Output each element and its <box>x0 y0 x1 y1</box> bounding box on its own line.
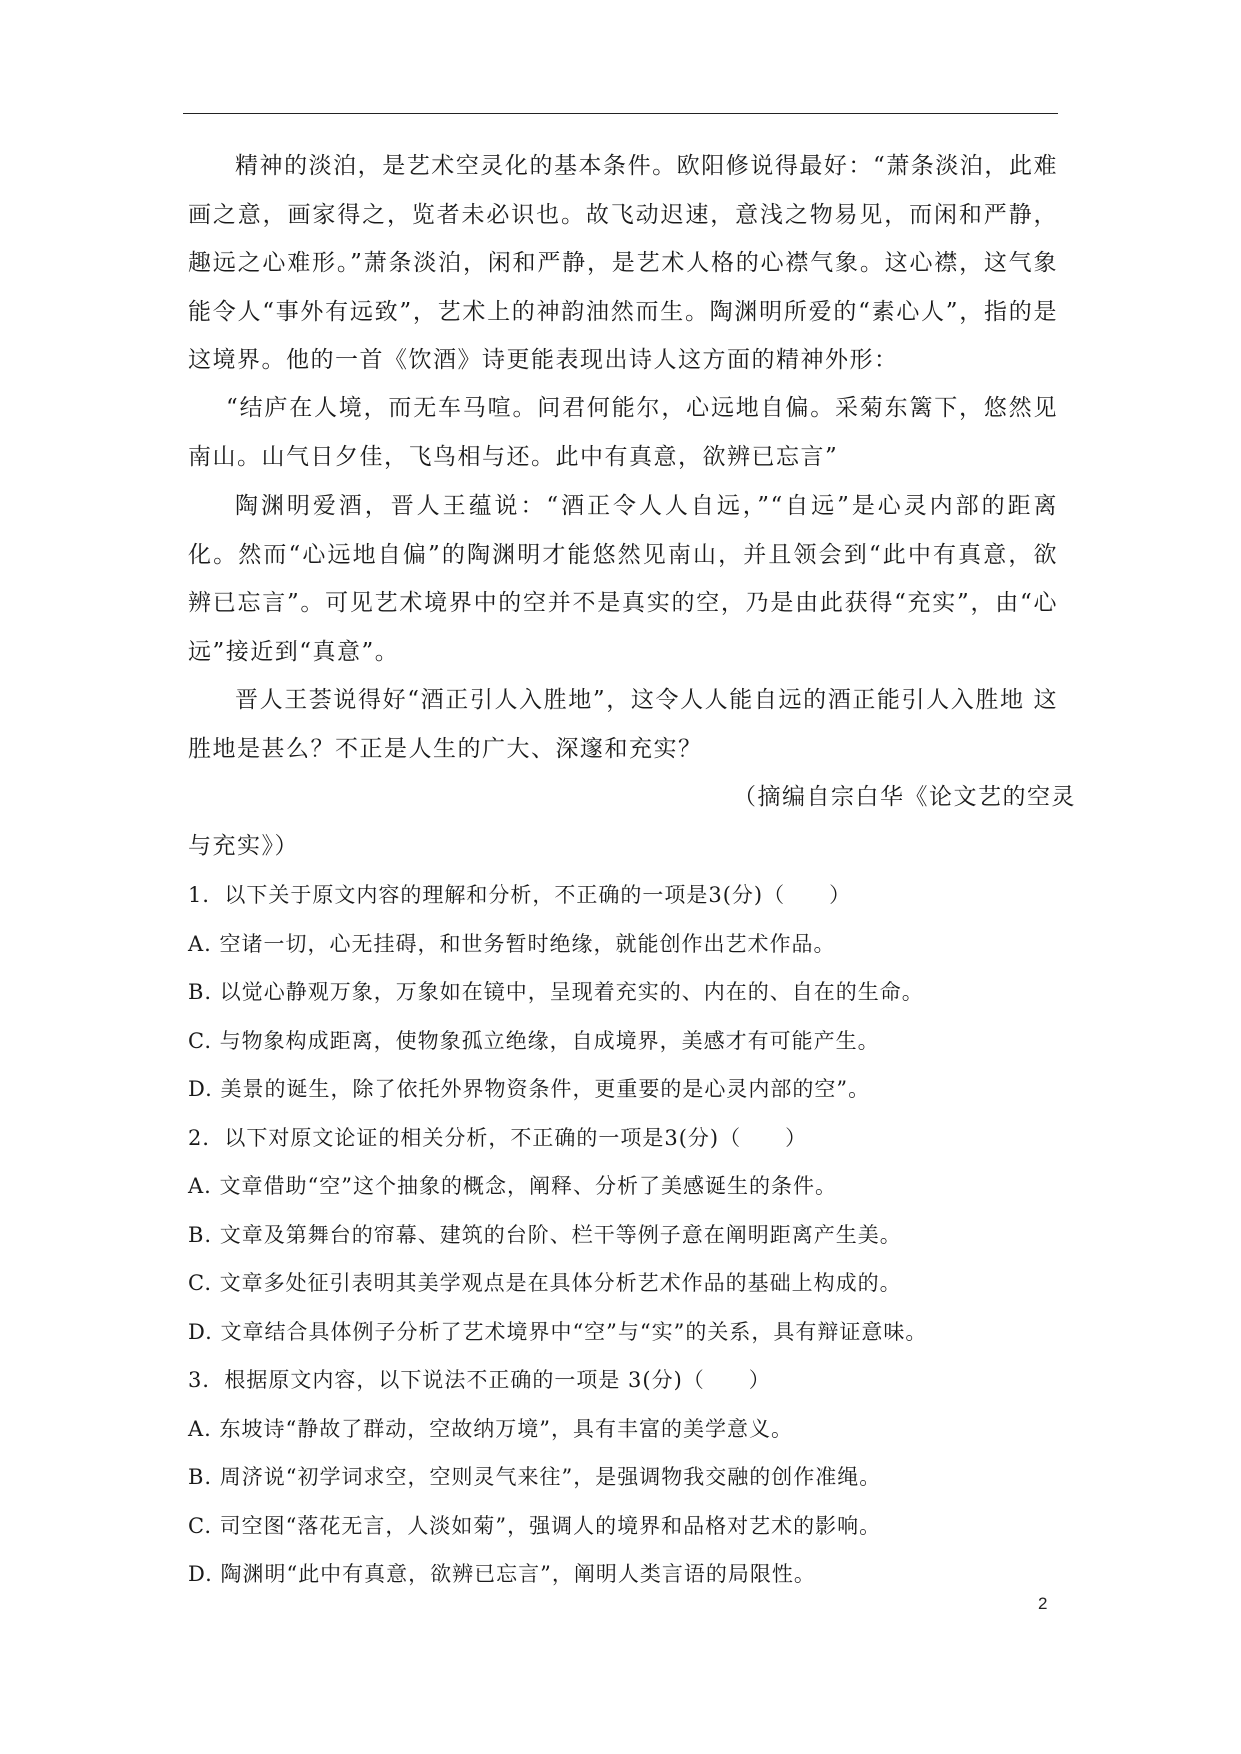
question-1-option-b: B. 以觉心静观万象，万象如在镜中，呈现着充实的、内在的、自在的生命。 <box>188 980 924 1004</box>
header-rule <box>183 113 1058 114</box>
page-number: 2 <box>1038 1594 1048 1613</box>
question-1-stem: 1．以下关于原文内容的理解和分析，不正确的一项是3(分)（ ） <box>188 883 852 907</box>
source-citation <box>188 773 1076 870</box>
source-citation-line1: （摘编自宗白华《论文艺的空灵 <box>733 784 1076 810</box>
question-2-stem: 2．以下对原文论证的相关分析，不正确的一项是3(分)（ ） <box>188 1126 808 1150</box>
question-3-option-b: B. 周济说“初学词求空，空则灵气来往”，是强调物我交融的创作准绳。 <box>188 1465 882 1489</box>
question-2-option-a: A. 文章借助“空”这个抽象的概念，阐释、分析了美感诞生的条件。 <box>188 1174 837 1198</box>
poem-quote-paragraph: “结庐在人境，而无车马喧。问君何能尔，心远地自偏。采菊东篱下，悠然见南山。山气日夕佳，飞鸟相与还。此中有真意，欲辨已忘言” <box>188 395 1058 470</box>
question-1-option-d: D. 美景的诞生，除了依托外界物资条件，更重要的是心灵内部的空”。 <box>188 1077 871 1101</box>
question-3-option-a: A. 东坡诗“静故了群动，空故纳万境”，具有丰富的美学意义。 <box>188 1417 793 1441</box>
passage-paragraph-3: 陶渊明爱酒，晋人王蕴说：“酒正令人人自远，”“自远”是心灵内部的距离化。然而“心远地自偏”的陶渊明才能悠然见南山，并且领会到“此中有真意，欲辨已忘言”。可见艺术境界中的空并不是真实的空，乃是由此获得“充实”，由“心远”接近到“真意”。 <box>188 493 1058 665</box>
question-1-option-c: C. 与物象构成距离，使物象孤立绝缘，自成境界，美感才有可能产生。 <box>188 1029 880 1053</box>
question-3-option-c: C. 司空图“落花无言，人淡如菊”，强调人的境界和品格对艺术的影响。 <box>188 1514 882 1538</box>
question-1-option-a: A. 空诸一切，心无挂碍，和世务暂时绝缘，就能创作出艺术作品。 <box>188 932 836 956</box>
question-2-option-c: C. 文章多处征引表明其美学观点是在具体分析艺术作品的基础上构成的。 <box>188 1271 902 1295</box>
question-2-option-d: D. 文章结合具体例子分析了艺术境界中“空”与“实”的关系，具有辩证意味。 <box>188 1320 928 1344</box>
passage-paragraph-1: 精神的淡泊，是艺术空灵化的基本条件。欧阳修说得最好：“萧条淡泊，此难画之意，画家得之，览者未必识也。故飞动迟速，意浅之物易见，而闲和严静，趣远之心难形。”萧条淡泊，闲和严静，是艺术人格的心襟气象。这心襟，这气象能令人“事外有远致”，艺术上的神韵油然而生。陶渊明所爱的“素心人”，指的是这境界。他的一首《饮酒》诗更能表现出诗人这方面的精神外形： <box>188 153 1058 373</box>
question-3-stem: 3．根据原文内容，以下说法不正确的一项是 3(分)（ ） <box>188 1368 771 1392</box>
source-citation-line2: 与充实》） <box>188 832 299 859</box>
question-3-option-d: D. 陶渊明“此中有真意，欲辨已忘言”，阐明人类言语的局限性。 <box>188 1562 816 1586</box>
question-2-option-b: B. 文章及第舞台的帘幕、建筑的台阶、栏干等例子意在阐明距离产生美。 <box>188 1223 902 1247</box>
passage-paragraph-4: 晋人王荟说得好“酒正引人入胜地”，这令人人能自远的酒正能引人入胜地 这胜地是甚么？不正是人生的广大、深邃和充实？ <box>188 687 1058 762</box>
